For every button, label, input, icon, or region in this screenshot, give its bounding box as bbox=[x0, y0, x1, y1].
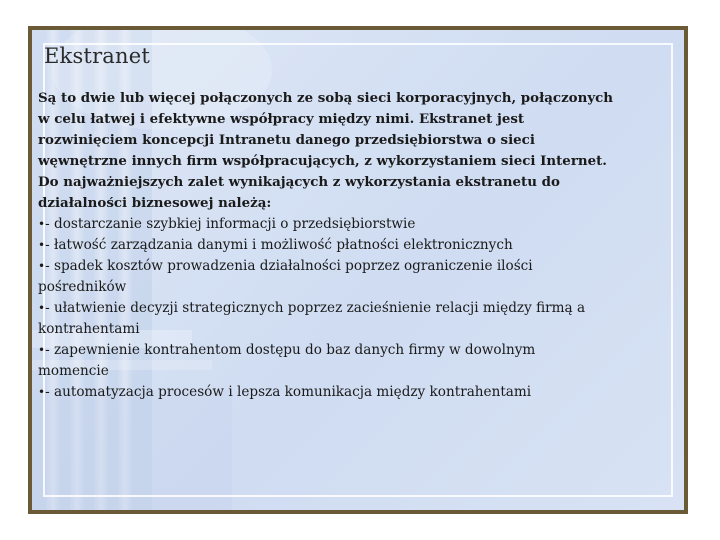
intro-line: rozwinięciem koncepcji Intranetu danego przedsiębiorstwa o sieci bbox=[38, 132, 535, 148]
bullet-icon: • bbox=[38, 259, 46, 273]
bullet-icon: • bbox=[38, 301, 46, 315]
list-item bbox=[38, 256, 618, 298]
slide-body bbox=[38, 88, 618, 403]
list-item-text: kontrahentami bbox=[38, 321, 140, 337]
intro-line: węwnętrzne innych firm współpracujących, z wykorzystaniem sieci Internet. bbox=[38, 153, 607, 169]
list-item-text: - dostarczanie szybkiej informacji o przedsiębiorstwie bbox=[45, 216, 416, 232]
list-item bbox=[38, 235, 618, 256]
intro-paragraph bbox=[38, 88, 618, 214]
list-item-text: pośredników bbox=[38, 279, 127, 295]
intro-line: Są to dwie lub więcej połączonych ze sobą sieci korporacyjnych, połączonych bbox=[38, 90, 614, 106]
bullet-icon: • bbox=[38, 343, 46, 357]
slide-title: Ekstranet bbox=[44, 44, 151, 68]
list-item-text: - spadek kosztów prowadzenia działalności poprzez ograniczenie ilości bbox=[45, 258, 533, 274]
intro-line: działalności biznesowej należą: bbox=[38, 195, 272, 211]
list-item bbox=[38, 298, 618, 340]
list-item bbox=[38, 340, 618, 382]
list-item-text: momencie bbox=[38, 363, 109, 379]
bullet-icon: • bbox=[38, 238, 46, 252]
list-item bbox=[38, 214, 618, 235]
intro-line: Do najważniejszych zalet wynikających z wykorzystania ekstranetu do bbox=[38, 174, 560, 190]
intro-line: w celu łatwej i efektywne współpracy między nimi. Ekstranet jest bbox=[38, 111, 525, 127]
list-item bbox=[38, 382, 618, 403]
bullet-icon: • bbox=[38, 217, 46, 231]
advantages-list bbox=[38, 214, 618, 403]
list-item-text: - automatyzacja procesów i lepsza komunikacja między kontrahentami bbox=[45, 384, 532, 400]
list-item-text: - ułatwienie decyzji strategicznych poprzez zacieśnienie relacji między firmą a bbox=[45, 300, 586, 316]
list-item-text: - łatwość zarządzania danymi i możliwość płatności elektronicznych bbox=[45, 237, 513, 253]
bullet-icon: • bbox=[38, 385, 46, 399]
list-item-text: - zapewnienie kontrahentom dostępu do baz danych firmy w dowolnym bbox=[45, 342, 536, 358]
